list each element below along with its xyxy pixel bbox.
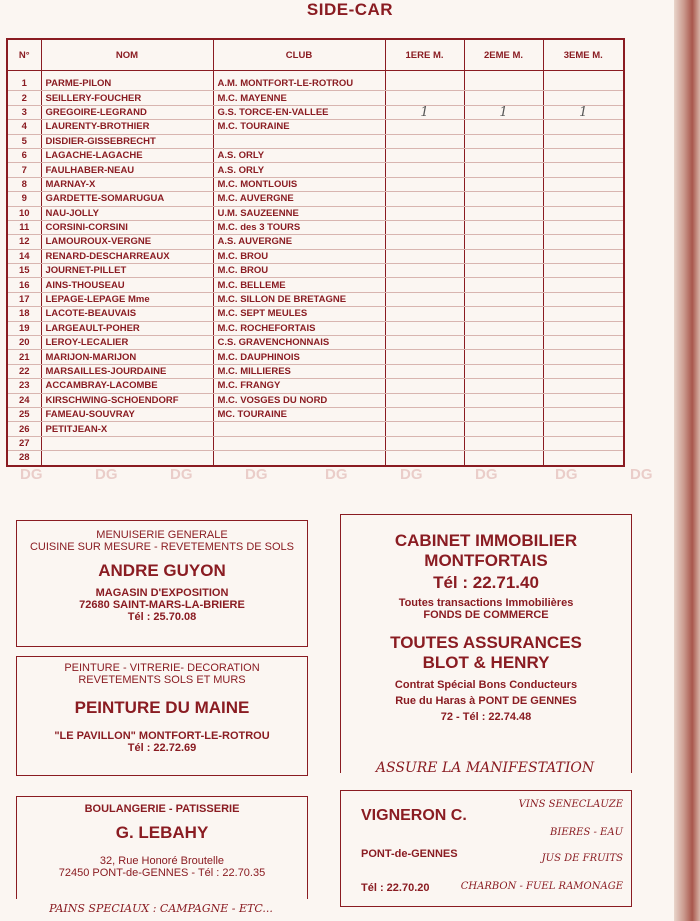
cell-manche-2 — [464, 91, 543, 105]
cell-manche-1 — [385, 134, 464, 148]
cell-club: M.C. MILLIERES — [213, 364, 385, 378]
table-row — [7, 134, 624, 148]
cell-manche-2 — [464, 321, 543, 335]
ad-guyon-line2: CUISINE SUR MESURE - REVETEMENTS DE SOLS — [29, 541, 295, 553]
cell-manche-2 — [464, 292, 543, 306]
ad-lebahy-line1: BOULANGERIE - PATISSERIE — [84, 803, 240, 815]
cell-nom: AINS-THOUSEAU — [41, 278, 213, 292]
cell-number: 19 — [7, 321, 41, 335]
cell-manche-1 — [385, 77, 464, 91]
header-nom: NOM — [41, 39, 213, 71]
cell-club: M.C. DAUPHINOIS — [213, 350, 385, 364]
cell-manche-2 — [464, 249, 543, 263]
cell-manche-1 — [385, 307, 464, 321]
cell-number: 16 — [7, 278, 41, 292]
cell-club: A.M. MONTFORT-LE-ROTROU — [213, 77, 385, 91]
cell-manche-2 — [464, 120, 543, 134]
cell-manche-1 — [385, 407, 464, 421]
cell-number: 21 — [7, 350, 41, 364]
cell-manche-2 — [464, 177, 543, 191]
cell-nom — [41, 451, 213, 466]
cell-number: 2 — [7, 91, 41, 105]
cell-manche-2 — [464, 307, 543, 321]
cell-number: 5 — [7, 134, 41, 148]
cell-number: 25 — [7, 407, 41, 421]
cell-manche-2 — [464, 148, 543, 162]
cell-manche-3 — [543, 264, 624, 278]
cell-number: 22 — [7, 364, 41, 378]
cell-nom: GARDETTE-SOMARUGUA — [41, 192, 213, 206]
ad-vigneron-r2: BIERES - EAU — [550, 827, 623, 838]
cell-manche-2 — [464, 364, 543, 378]
cell-manche-3 — [543, 77, 624, 91]
cell-club: M.C. MONTLOUIS — [213, 177, 385, 191]
cell-club: U.M. SAUZEENNE — [213, 206, 385, 220]
cell-manche-1 — [385, 91, 464, 105]
ad-assurances-phone: 72 - Tél : 22.74.48 — [440, 711, 532, 723]
header-club: CLUB — [213, 39, 385, 71]
table-row — [7, 350, 624, 364]
table-row — [7, 307, 624, 321]
cell-manche-3 — [543, 192, 624, 206]
cell-manche-1 — [385, 148, 464, 162]
table-row — [7, 451, 624, 466]
cell-manche-3 — [543, 206, 624, 220]
watermark-mark: DG — [170, 466, 193, 483]
ad-peinture-du-maine — [16, 656, 308, 776]
cell-number: 9 — [7, 192, 41, 206]
watermark-mark: DG — [95, 466, 118, 483]
ad-lebahy-name: G. LEBAHY — [115, 823, 209, 842]
ad-guyon-line5: Tél : 25.70.08 — [127, 611, 197, 623]
cell-nom: MARNAY-X — [41, 177, 213, 191]
cell-number: 24 — [7, 393, 41, 407]
table-row — [7, 292, 624, 306]
cell-club — [213, 451, 385, 466]
cell-manche-1 — [385, 393, 464, 407]
cell-manche-1 — [385, 278, 464, 292]
ad-lebahy — [16, 796, 308, 899]
cell-club: M.C. BROU — [213, 249, 385, 263]
ad-guyon-line1: MENUISERIE GENERALE — [96, 529, 228, 541]
cell-manche-1 — [385, 292, 464, 306]
cell-manche-3: 1 — [543, 105, 624, 119]
watermark-mark: DG — [630, 466, 653, 483]
cell-club: MC. TOURAINE — [213, 407, 385, 421]
cell-manche-1 — [385, 206, 464, 220]
cell-manche-3 — [543, 379, 624, 393]
cell-manche-1: 1 — [385, 105, 464, 119]
table-row — [7, 278, 624, 292]
ad-cabinet-tagline: ASSURE LA MANIFESTATION — [360, 760, 610, 776]
cell-nom: LEPAGE-LEPAGE Mme — [41, 292, 213, 306]
cell-nom: SEILLERY-FOUCHER — [41, 91, 213, 105]
cell-club: G.S. TORCE-EN-VALLEE — [213, 105, 385, 119]
ad-assurances-name: BLOT & HENRY — [422, 653, 550, 672]
cell-manche-1 — [385, 264, 464, 278]
header-manche-3: 3EME M. — [543, 39, 624, 71]
cell-manche-3 — [543, 292, 624, 306]
cell-manche-3 — [543, 163, 624, 177]
cell-number: 26 — [7, 422, 41, 436]
cell-manche-3 — [543, 148, 624, 162]
header-no: N° — [7, 39, 41, 71]
cell-number: 4 — [7, 120, 41, 134]
cell-nom — [41, 436, 213, 450]
cell-manche-2 — [464, 220, 543, 234]
cell-manche-1 — [385, 451, 464, 466]
cell-nom: NAU-JOLLY — [41, 206, 213, 220]
cell-nom: GREGOIRE-LEGRAND — [41, 105, 213, 119]
cell-manche-3 — [543, 321, 624, 335]
table-row — [7, 422, 624, 436]
table-row — [7, 321, 624, 335]
cell-nom: FAULHABER-NEAU — [41, 163, 213, 177]
cell-nom: LACOTE-BEAUVAIS — [41, 307, 213, 321]
cell-club: M.C. TOURAINE — [213, 120, 385, 134]
header-manche-2: 2EME M. — [464, 39, 543, 71]
cell-number: 7 — [7, 163, 41, 177]
watermark-mark: DG — [475, 466, 498, 483]
cell-manche-1 — [385, 436, 464, 450]
table-row — [7, 249, 624, 263]
cell-manche-2 — [464, 235, 543, 249]
ad-assurances-title: TOUTES ASSURANCES — [390, 633, 582, 652]
cell-manche-3 — [543, 393, 624, 407]
ad-guyon-line4: 72680 SAINT-MARS-LA-BRIERE — [79, 599, 245, 611]
cell-club: M.C. MAYENNE — [213, 91, 385, 105]
watermark-mark: DG — [555, 466, 578, 483]
cell-number: 1 — [7, 77, 41, 91]
table-row — [7, 163, 624, 177]
table-row — [7, 407, 624, 421]
ad-cabinet-line1: CABINET IMMOBILIER — [394, 531, 578, 550]
ad-vigneron-r3: JUS DE FRUITS — [541, 853, 623, 864]
ad-maine-line4: Tél : 22.72.69 — [127, 742, 197, 754]
cell-manche-3 — [543, 120, 624, 134]
cell-manche-3 — [543, 350, 624, 364]
ad-cabinet-immobilier — [340, 514, 632, 773]
cell-manche-2 — [464, 379, 543, 393]
cell-nom: PARME-PILON — [41, 77, 213, 91]
cell-manche-3 — [543, 451, 624, 466]
cell-club: A.S. ORLY — [213, 148, 385, 162]
cell-manche-2 — [464, 77, 543, 91]
cell-nom: JOURNET-PILLET — [41, 264, 213, 278]
cell-club: M.C. des 3 TOURS — [213, 220, 385, 234]
cell-manche-3 — [543, 436, 624, 450]
page-title: SIDE-CAR — [306, 0, 394, 19]
cell-number: 15 — [7, 264, 41, 278]
ad-lebahy-footer: PAINS SPECIAUX : CAMPAGNE - ETC... — [49, 902, 273, 915]
cell-club: M.C. SEPT MEULES — [213, 307, 385, 321]
cell-manche-1 — [385, 163, 464, 177]
cell-manche-3 — [543, 407, 624, 421]
cell-manche-2 — [464, 422, 543, 436]
table-row — [7, 235, 624, 249]
cell-manche-2 — [464, 206, 543, 220]
table-row — [7, 364, 624, 378]
cell-manche-3 — [543, 364, 624, 378]
cell-manche-1 — [385, 364, 464, 378]
cell-number: 11 — [7, 220, 41, 234]
cell-number: 3 — [7, 105, 41, 119]
cell-manche-2 — [464, 264, 543, 278]
ad-lebahy-line3: 72450 PONT-de-GENNES - Tél : 22.70.35 — [58, 867, 266, 879]
cell-manche-1 — [385, 177, 464, 191]
table-row — [7, 120, 624, 134]
cell-nom: LEROY-LECALIER — [41, 336, 213, 350]
cell-club — [213, 436, 385, 450]
ad-vigneron-phone: Tél : 22.70.20 — [361, 882, 430, 894]
results-table — [6, 38, 625, 467]
cell-manche-1 — [385, 336, 464, 350]
cell-manche-1 — [385, 321, 464, 335]
cell-manche-2 — [464, 393, 543, 407]
header-manche-1: 1ERE M. — [385, 39, 464, 71]
cell-manche-2 — [464, 451, 543, 466]
cell-manche-1 — [385, 422, 464, 436]
ad-andre-guyon — [16, 520, 308, 647]
cell-manche-2 — [464, 436, 543, 450]
cell-manche-3 — [543, 422, 624, 436]
cell-nom: MARIJON-MARIJON — [41, 350, 213, 364]
watermark-mark: DG — [245, 466, 268, 483]
cell-club: C.S. GRAVENCHONNAIS — [213, 336, 385, 350]
cell-manche-2 — [464, 163, 543, 177]
cell-number: 8 — [7, 177, 41, 191]
cell-number: 6 — [7, 148, 41, 162]
cell-manche-1 — [385, 120, 464, 134]
ad-vigneron-name: VIGNERON C. — [361, 807, 467, 824]
cell-manche-3 — [543, 307, 624, 321]
cell-manche-3 — [543, 336, 624, 350]
cell-manche-1 — [385, 220, 464, 234]
cell-manche-2 — [464, 134, 543, 148]
cell-club: M.C. BELLEME — [213, 278, 385, 292]
ad-cabinet-line5: FONDS DE COMMERCE — [423, 609, 549, 621]
cell-number: 20 — [7, 336, 41, 350]
cell-manche-3 — [543, 177, 624, 191]
cell-club — [213, 422, 385, 436]
watermark-mark: DG — [400, 466, 423, 483]
ad-cabinet-line4: Toutes transactions Immobilières — [398, 597, 574, 609]
cell-manche-2 — [464, 350, 543, 364]
ad-assurances-line2: Rue du Haras à PONT DE GENNES — [395, 695, 577, 707]
table-row — [7, 177, 624, 191]
cell-manche-3 — [543, 249, 624, 263]
cell-nom: ACCAMBRAY-LACOMBE — [41, 379, 213, 393]
table-row — [7, 148, 624, 162]
cell-manche-3 — [543, 235, 624, 249]
cell-nom: LARGEAULT-POHER — [41, 321, 213, 335]
cell-number: 17 — [7, 292, 41, 306]
ad-guyon-name: ANDRE GUYON — [98, 561, 226, 580]
cell-club: A.S. AUVERGNE — [213, 235, 385, 249]
cell-nom: RENARD-DESCHARREAUX — [41, 249, 213, 263]
watermark-mark: DG — [20, 466, 43, 483]
table-row — [7, 436, 624, 450]
cell-nom: CORSINI-CORSINI — [41, 220, 213, 234]
cell-manche-1 — [385, 350, 464, 364]
cell-manche-3 — [543, 278, 624, 292]
cell-number: 12 — [7, 235, 41, 249]
cell-club: M.C. ROCHEFORTAIS — [213, 321, 385, 335]
cell-manche-2 — [464, 278, 543, 292]
table-row — [7, 192, 624, 206]
ad-vigneron — [340, 790, 632, 907]
cell-number: 10 — [7, 206, 41, 220]
cell-manche-1 — [385, 235, 464, 249]
ad-maine-line2: REVETEMENTS SOLS ET MURS — [78, 674, 246, 686]
ad-maine-name: PEINTURE DU MAINE — [74, 698, 250, 717]
cell-number: 27 — [7, 436, 41, 450]
ad-maine-line1: PEINTURE - VITRERIE- DECORATION — [64, 662, 260, 674]
table-row — [7, 264, 624, 278]
table-row — [7, 220, 624, 234]
cell-number: 18 — [7, 307, 41, 321]
cell-manche-3 — [543, 134, 624, 148]
ad-cabinet-line2: MONTFORTAIS — [424, 551, 548, 570]
cell-manche-2 — [464, 407, 543, 421]
ad-vigneron-r4: CHARBON - FUEL RAMONAGE — [460, 881, 623, 892]
cell-club: M.C. FRANGY — [213, 379, 385, 393]
table-row — [7, 336, 624, 350]
cell-nom: LAURENTY-BROTHIER — [41, 120, 213, 134]
cell-manche-1 — [385, 249, 464, 263]
torn-edge — [674, 0, 700, 921]
watermark-mark: DG — [325, 466, 348, 483]
ad-maine-line3: "LE PAVILLON" MONTFORT-LE-ROTROU — [54, 730, 270, 742]
cell-number: 14 — [7, 249, 41, 263]
table-row — [7, 91, 624, 105]
table-row — [7, 379, 624, 393]
cell-club — [213, 134, 385, 148]
cell-nom: PETITJEAN-X — [41, 422, 213, 436]
cell-club: M.C. AUVERGNE — [213, 192, 385, 206]
ad-assurances-line1: Contrat Spécial Bons Conducteurs — [394, 679, 578, 691]
ad-guyon-line3: MAGASIN D'EXPOSITION — [95, 587, 229, 599]
cell-manche-1 — [385, 379, 464, 393]
table-row — [7, 77, 624, 91]
cell-club: M.C. SILLON DE BRETAGNE — [213, 292, 385, 306]
cell-nom: KIRSCHWING-SCHOENDORF — [41, 393, 213, 407]
cell-club: M.C. BROU — [213, 264, 385, 278]
cell-manche-2 — [464, 192, 543, 206]
cell-manche-2 — [464, 336, 543, 350]
cell-manche-3 — [543, 91, 624, 105]
cell-club: M.C. VOSGES DU NORD — [213, 393, 385, 407]
table-row — [7, 105, 624, 119]
table-row — [7, 206, 624, 220]
cell-nom: LAMOUROUX-VERGNE — [41, 235, 213, 249]
ad-vigneron-place: PONT-de-GENNES — [361, 848, 458, 860]
table-header-row — [7, 39, 624, 71]
cell-manche-1 — [385, 192, 464, 206]
ad-vigneron-r1: VINS SENECLAUZE — [518, 799, 623, 810]
cell-nom: DISDIER-GISSEBRECHT — [41, 134, 213, 148]
cell-nom: FAMEAU-SOUVRAY — [41, 407, 213, 421]
ad-lebahy-line2: 32, Rue Honoré Broutelle — [99, 855, 225, 867]
ad-cabinet-phone: Tél : 22.71.40 — [433, 573, 539, 592]
cell-number: 23 — [7, 379, 41, 393]
table-row — [7, 393, 624, 407]
cell-manche-3 — [543, 220, 624, 234]
cell-club: A.S. ORLY — [213, 163, 385, 177]
cell-nom: LAGACHE-LAGACHE — [41, 148, 213, 162]
cell-nom: MARSAILLES-JOURDAINE — [41, 364, 213, 378]
cell-number: 28 — [7, 451, 41, 466]
cell-manche-2: 1 — [464, 105, 543, 119]
